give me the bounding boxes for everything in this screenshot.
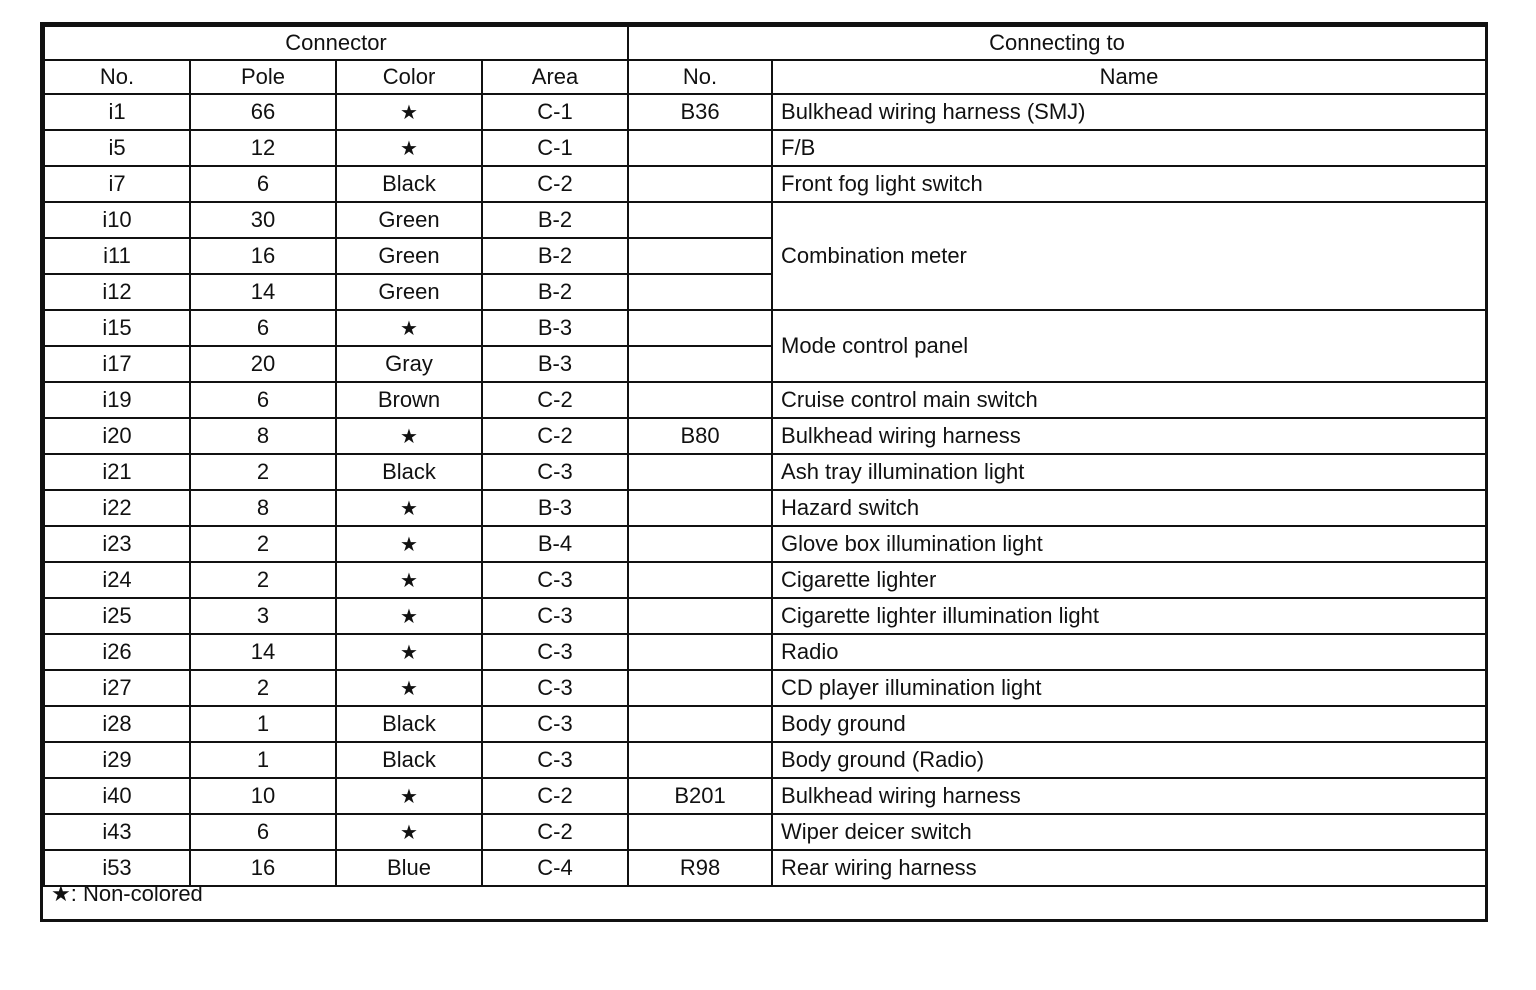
area-cell: B-3 — [482, 346, 628, 382]
connector-no-cell: i17 — [44, 346, 190, 382]
table-row — [44, 490, 1486, 526]
connector-no-cell: i53 — [44, 850, 190, 886]
pole-cell: 16 — [190, 850, 336, 886]
connecting-no-cell — [628, 562, 772, 598]
connecting-no-cell — [628, 166, 772, 202]
connecting-no-cell — [628, 814, 772, 850]
connecting-name-cell: Bulkhead wiring harness — [772, 418, 1486, 454]
area-cell: C-3 — [482, 454, 628, 490]
pole-cell: 2 — [190, 526, 336, 562]
area-cell: C-3 — [482, 598, 628, 634]
pole-cell: 12 — [190, 130, 336, 166]
header-column-row — [44, 60, 1486, 94]
pole-cell: 8 — [190, 490, 336, 526]
connector-no-cell: i1 — [44, 94, 190, 130]
color-cell: ★ — [336, 562, 482, 598]
pole-cell: 20 — [190, 346, 336, 382]
color-cell: Gray — [336, 346, 482, 382]
pole-cell: 2 — [190, 454, 336, 490]
color-cell: Black — [336, 454, 482, 490]
name-header: Name — [772, 60, 1486, 94]
area-cell: B-3 — [482, 310, 628, 346]
connecting-no-cell — [628, 274, 772, 310]
table-row — [44, 130, 1486, 166]
color-cell: ★ — [336, 490, 482, 526]
pole-cell: 3 — [190, 598, 336, 634]
pole-cell: 1 — [190, 706, 336, 742]
connecting-name-cell: Bulkhead wiring harness (SMJ) — [772, 94, 1486, 130]
area-cell: C-3 — [482, 742, 628, 778]
table-row — [44, 778, 1486, 814]
area-cell: C-2 — [482, 778, 628, 814]
color-cell: ★ — [336, 130, 482, 166]
connecting-no-cell — [628, 706, 772, 742]
pole-cell: 1 — [190, 742, 336, 778]
connector-no-cell: i29 — [44, 742, 190, 778]
color-cell: Black — [336, 742, 482, 778]
color-header: Color — [336, 60, 482, 94]
connecting-name-cell: CD player illumination light — [772, 670, 1486, 706]
connecting-name-cell: Radio — [772, 634, 1486, 670]
connector-no-cell: i11 — [44, 238, 190, 274]
connecting-no-cell — [628, 742, 772, 778]
connecting-no-cell — [628, 382, 772, 418]
area-cell: C-1 — [482, 130, 628, 166]
table-row — [44, 382, 1486, 418]
table-row — [44, 94, 1486, 130]
area-cell: C-3 — [482, 706, 628, 742]
connector-no-cell: i20 — [44, 418, 190, 454]
connecting-name-cell: Cruise control main switch — [772, 382, 1486, 418]
pole-cell: 14 — [190, 634, 336, 670]
connecting-name-cell: Cigarette lighter — [772, 562, 1486, 598]
area-cell: C-3 — [482, 562, 628, 598]
table-row — [44, 526, 1486, 562]
connecting-no-cell: B36 — [628, 94, 772, 130]
connecting-no-cell — [628, 346, 772, 382]
color-cell: Green — [336, 202, 482, 238]
pole-cell: 6 — [190, 382, 336, 418]
color-cell: ★ — [336, 526, 482, 562]
color-cell: ★ — [336, 814, 482, 850]
connecting-name-cell: Ash tray illumination light — [772, 454, 1486, 490]
table-row — [44, 598, 1486, 634]
connecting-name-cell: Mode control panel — [772, 310, 1486, 382]
table-row — [44, 418, 1486, 454]
area-cell: C-2 — [482, 814, 628, 850]
connector-header: Connector — [44, 26, 628, 60]
pole-cell: 6 — [190, 166, 336, 202]
connecting-name-cell: Combination meter — [772, 202, 1486, 310]
table-body — [44, 94, 1486, 886]
area-cell: B-2 — [482, 202, 628, 238]
connector-no-cell: i5 — [44, 130, 190, 166]
color-cell: ★ — [336, 418, 482, 454]
table-row — [44, 634, 1486, 670]
connector-no-cell: i25 — [44, 598, 190, 634]
pole-header: Pole — [190, 60, 336, 94]
connector-no-cell: i28 — [44, 706, 190, 742]
table-row — [44, 742, 1486, 778]
connecting-no-cell — [628, 526, 772, 562]
connecting-no-cell — [628, 490, 772, 526]
connecting-name-cell: Body ground — [772, 706, 1486, 742]
connecting-name-cell: Wiper deicer switch — [772, 814, 1486, 850]
connecting-no-cell — [628, 238, 772, 274]
area-cell: C-2 — [482, 418, 628, 454]
table-row — [44, 454, 1486, 490]
table-row — [44, 814, 1486, 850]
connecting-no-cell — [628, 130, 772, 166]
connecting-no-cell: B80 — [628, 418, 772, 454]
pole-cell: 6 — [190, 814, 336, 850]
color-cell: ★ — [336, 598, 482, 634]
connecting-no-cell — [628, 310, 772, 346]
pole-cell: 10 — [190, 778, 336, 814]
connector-no-cell: i24 — [44, 562, 190, 598]
area-cell: B-2 — [482, 274, 628, 310]
connecting-no-cell — [628, 454, 772, 490]
pole-cell: 6 — [190, 310, 336, 346]
pole-cell: 30 — [190, 202, 336, 238]
connector-no-cell: i27 — [44, 670, 190, 706]
connector-no-cell: i22 — [44, 490, 190, 526]
color-cell: Green — [336, 238, 482, 274]
pole-cell: 16 — [190, 238, 336, 274]
area-cell: B-2 — [482, 238, 628, 274]
connecting-no-cell — [628, 634, 772, 670]
color-cell: Black — [336, 706, 482, 742]
connecting-name-cell: Cigarette lighter illumination light — [772, 598, 1486, 634]
connecting-no-cell — [628, 202, 772, 238]
table-row — [44, 166, 1486, 202]
connector-no-cell: i23 — [44, 526, 190, 562]
connecting-no-cell — [628, 598, 772, 634]
connecting-name-cell: F/B — [772, 130, 1486, 166]
pole-cell: 8 — [190, 418, 336, 454]
connecting-no-cell: B201 — [628, 778, 772, 814]
connector-no-cell: i7 — [44, 166, 190, 202]
connector-no-cell: i19 — [44, 382, 190, 418]
color-cell: Green — [336, 274, 482, 310]
connector-no-cell: i43 — [44, 814, 190, 850]
connector-no-cell: i12 — [44, 274, 190, 310]
no-header: No. — [44, 60, 190, 94]
color-cell: ★ — [336, 670, 482, 706]
pole-cell: 2 — [190, 670, 336, 706]
legend-note: ★: Non-colored — [51, 881, 203, 906]
area-header: Area — [482, 60, 628, 94]
connecting-to-header: Connecting to — [628, 26, 1486, 60]
area-cell: C-2 — [482, 166, 628, 202]
table-row — [44, 670, 1486, 706]
table-row — [44, 202, 1486, 238]
area-cell: B-3 — [482, 490, 628, 526]
connecting-name-cell: Glove box illumination light — [772, 526, 1486, 562]
color-cell: ★ — [336, 778, 482, 814]
color-cell: Blue — [336, 850, 482, 886]
connecting-no-cell — [628, 670, 772, 706]
connecting-name-cell: Front fog light switch — [772, 166, 1486, 202]
connector-table — [43, 25, 1487, 887]
color-cell: Brown — [336, 382, 482, 418]
connector-no-cell: i40 — [44, 778, 190, 814]
pole-cell: 14 — [190, 274, 336, 310]
table-row — [44, 850, 1486, 886]
color-cell: ★ — [336, 634, 482, 670]
table-row — [44, 706, 1486, 742]
connecting-no-cell: R98 — [628, 850, 772, 886]
connector-no-cell: i10 — [44, 202, 190, 238]
color-cell: ★ — [336, 310, 482, 346]
connector-no-cell: i21 — [44, 454, 190, 490]
connecting-name-cell: Bulkhead wiring harness — [772, 778, 1486, 814]
connector-no-cell: i26 — [44, 634, 190, 670]
area-cell: C-2 — [482, 382, 628, 418]
color-cell: ★ — [336, 94, 482, 130]
connector-no-cell: i15 — [44, 310, 190, 346]
connecting-name-cell: Hazard switch — [772, 490, 1486, 526]
connecting-name-cell: Rear wiring harness — [772, 850, 1486, 886]
color-cell: Black — [336, 166, 482, 202]
connecting-name-cell: Body ground (Radio) — [772, 742, 1486, 778]
area-cell: C-4 — [482, 850, 628, 886]
area-cell: C-1 — [482, 94, 628, 130]
table-row — [44, 310, 1486, 346]
header-group-row — [44, 26, 1486, 60]
pole-cell: 2 — [190, 562, 336, 598]
area-cell: C-3 — [482, 670, 628, 706]
area-cell: B-4 — [482, 526, 628, 562]
area-cell: C-3 — [482, 634, 628, 670]
table-row — [44, 562, 1486, 598]
pole-cell: 66 — [190, 94, 336, 130]
conn-no-header: No. — [628, 60, 772, 94]
connector-table-sheet — [40, 22, 1488, 922]
